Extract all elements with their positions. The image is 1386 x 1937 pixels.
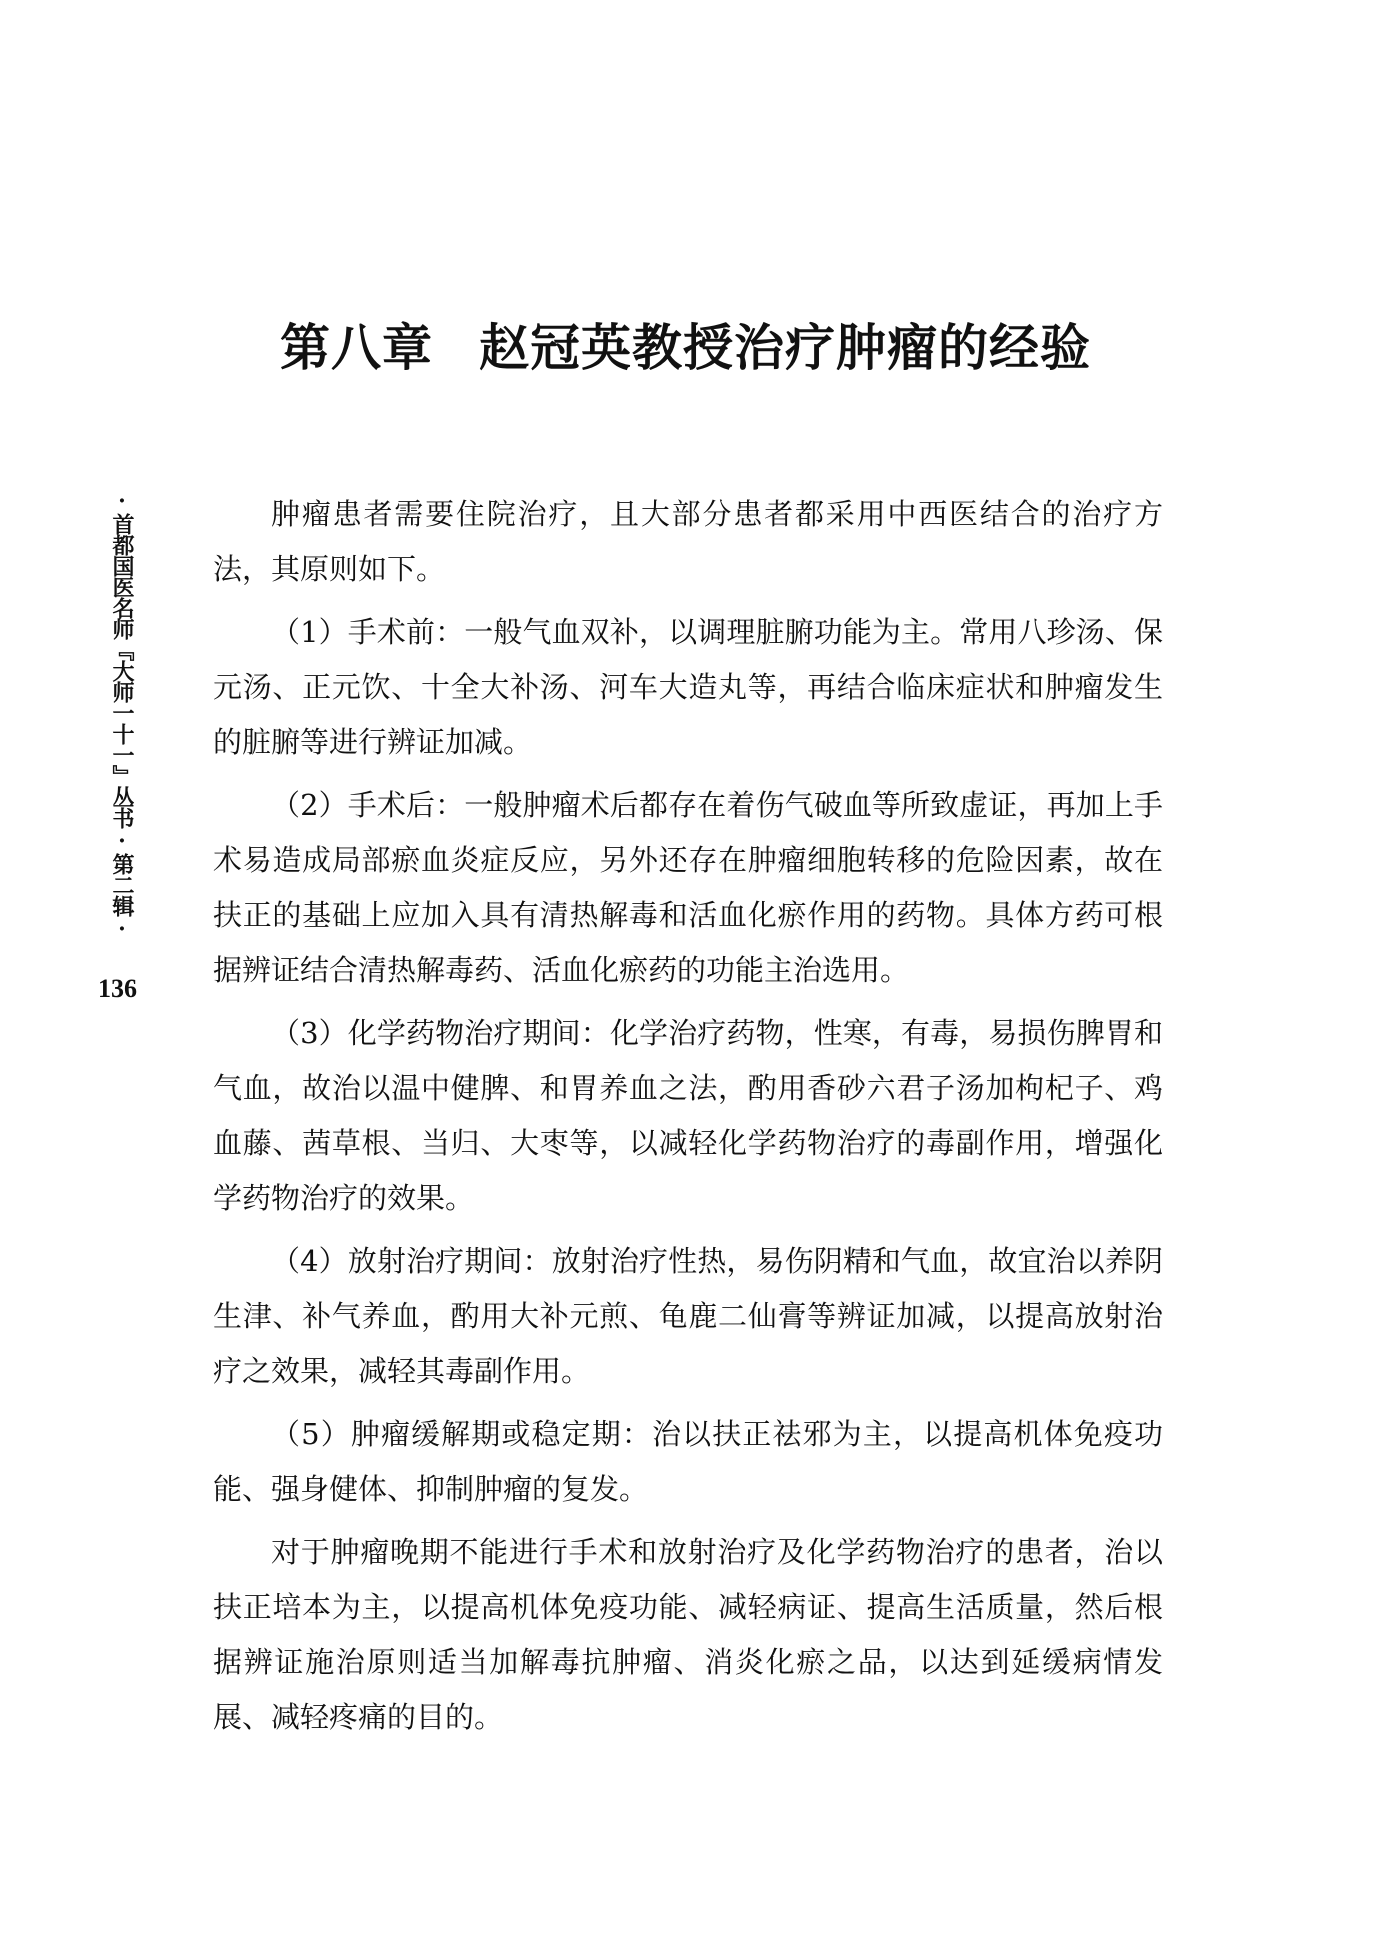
chapter-title-text: 赵冠英教授治疗肿瘤的经验 [479,318,1091,377]
page-number: 136 [98,974,137,1003]
body-text [213,487,1163,1753]
paragraph-radiotherapy: （4）放射治疗期间：放射治疗性热，易伤阴精和气血，故宜治以养阴生津、补气养血，酌用大补元煎、龟鹿二仙膏等辨证加减，以提高放射治疗之效果，减轻其毒副作用。 [213,1244,1163,1388]
paragraph-remission: （5）肿瘤缓解期或稳定期：治以扶正祛邪为主，以提高机体免疫功能、强身健体、抑制肿瘤的复发。 [213,1417,1163,1506]
paragraph-post-surgery: （2）手术后：一般肿瘤术后都存在着伤气破血等所致虚证，再加上手术易造成局部瘀血炎症反应，另外还存在肿瘤细胞转移的危险因素，故在扶正的基础上应加入具有清热解毒和活血化瘀作用的药物。具体方药可根据辨证结合清热解毒药、活血化瘀药的功能主治选用。 [213,788,1163,987]
series-running-head: ·首都国医名师『大师一十一』丛书·第二辑· [109,488,135,941]
paragraph-intro: 肿瘤患者需要住院治疗，且大部分患者都采用中西医结合的治疗方法，其原则如下。 [213,497,1163,586]
chapter-title [280,318,1160,378]
paragraph-pre-surgery: （1）手术前：一般气血双补，以调理脏腑功能为主。常用八珍汤、保元汤、正元饮、十全大补汤、河车大造丸等，再结合临床症状和肿瘤发生的脏腑等进行辨证加减。 [213,615,1163,759]
paragraph-late-stage: 对于肿瘤晚期不能进行手术和放射治疗及化学药物治疗的患者，治以扶正培本为主，以提高机体免疫功能、减轻病证、提高生活质量，然后根据辨证施治原则适当加解毒抗肿瘤、消炎化瘀之品，以达到延缓病情发展、减轻疼痛的目的。 [213,1535,1163,1734]
paragraph-chemotherapy: （3）化学药物治疗期间：化学治疗药物，性寒，有毒，易损伤脾胃和气血，故治以温中健脾、和胃养血之法，酌用香砂六君子汤加枸杞子、鸡血藤、茜草根、当归、大枣等，以减轻化学药物治疗的毒副作用，增强化学药物治疗的效果。 [213,1016,1163,1215]
chapter-number: 第八章 [280,318,433,377]
